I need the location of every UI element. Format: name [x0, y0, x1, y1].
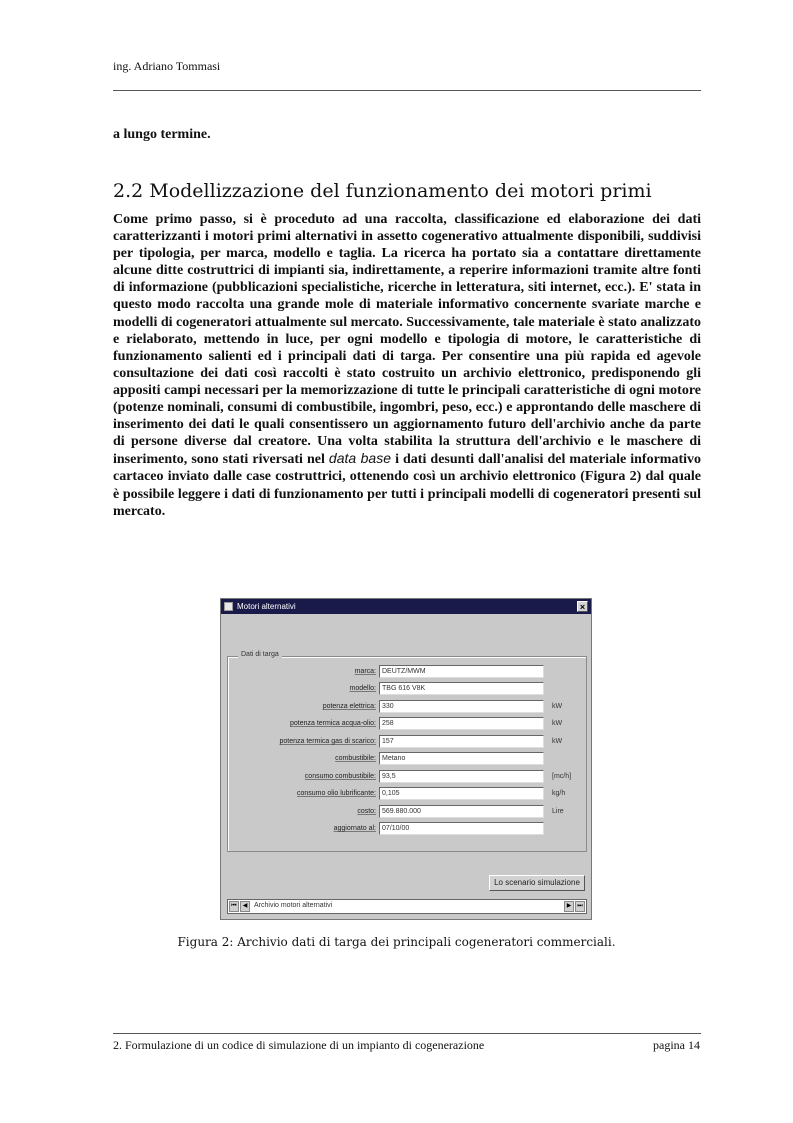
field-unit: kW	[552, 720, 563, 727]
field-unit: kg/h	[552, 790, 566, 797]
previous-record-icon[interactable]: ◀	[240, 901, 250, 912]
simulation-button[interactable]: Lo scenario simulazione	[489, 875, 585, 891]
field-label: potenza elettrica:	[322, 703, 376, 710]
field-unit: kW	[552, 738, 563, 745]
dialog-title-bar	[221, 599, 591, 614]
nameplate-data-group	[227, 651, 587, 852]
first-record-icon[interactable]: ⏮	[229, 901, 239, 912]
cost-input[interactable]: 569.880.000	[379, 805, 544, 818]
field-label: combustibile:	[335, 755, 376, 762]
field-label: potenza termica gas di scarico:	[279, 738, 376, 745]
field-row-updated	[228, 822, 588, 839]
dialog-title: Motori alternativi	[237, 602, 296, 611]
electric-power-input[interactable]: 330	[379, 700, 544, 713]
body-text-part-1: Come primo passo, si è proceduto ad una raccolta, classificazione ed elaborazione dei dati caratterizzanti i motori primi alternativi in assetto cogenerativo attualmente disponibili, suddivisi per tipologia, per marca, modello e taglia. La ricerca ha portato sia a contattare direttamente alcune ditte costruttrici di impianti sia, indirettamente, a reperire informazioni tramite altre fonti di informazione (pubblicazioni specialistiche, ricerche in letteratura, siti internet, ecc.). E' stata in questo modo raccolta una grande mole di materiale informativo concernente svariate marche e modelli di cogeneratori attualmente sul mercato. Successivamente, tale materiale è stato analizzato e rielaborato, mettendo in luce, per ogni modello e tipologia di motore, le caratteristiche di funzionamento salienti ed i principali dati di targa. Per consentire una più rapida ed agevole consultazione dei dati così raccolti è stato costruito un archivio elettronico, predisponendo gli appositi campi necessari per la memorizzazione di tutte le principali caratteristiche di ogni motore (potenze nominali, consumi di combustibile, ingombri, peso, ecc.) e approntando delle maschere di inserimento dei dati le quali consentissero un aggiornamento futuro dell'archivio anche da parte di persone diverse dal creatore. Una volta stabilita la struttura dell'archivio e le maschere di inserimento, sono stati riversati nel	[113, 212, 701, 468]
field-unit: Lire	[552, 808, 564, 815]
app-icon	[224, 602, 233, 611]
field-label: aggiornato al:	[333, 825, 376, 832]
field-row-electric-power	[228, 700, 588, 717]
running-header-author: ing. Adriano Tommasi	[113, 59, 221, 73]
fuel-input[interactable]: Metano	[379, 752, 544, 765]
field-label: consumo combustibile:	[304, 773, 376, 780]
model-input[interactable]: TBG 616 V8K	[379, 682, 544, 695]
section-body	[113, 211, 701, 520]
figure-caption: Figura 2: Archivio dati di targa dei principali cogeneratori commerciali.	[177, 935, 616, 949]
next-record-icon[interactable]: ▶	[564, 901, 574, 912]
field-row-fuel-consumption	[228, 770, 588, 787]
group-label: Dati di targa	[238, 651, 282, 658]
thermal-power-exhaust-input[interactable]: 157	[379, 735, 544, 748]
continued-text: a lungo termine.	[113, 127, 211, 142]
field-row-model	[228, 682, 588, 699]
body-text-part-2: i dati desunti dall'analisi del materiale informativo cartaceo inviato dalle case costruttrici, ottenendo così un archivio elettronico (Figura 2) dal quale è possibile leggere i dati di funzionamento per tutti i principali modelli di cogeneratori presenti sul mercato.	[113, 452, 702, 519]
header-divider	[113, 90, 701, 91]
record-source-label: Archivio motori alternativi	[254, 902, 333, 909]
field-label: modello:	[349, 685, 376, 692]
updated-date-input[interactable]: 07/10/00	[379, 822, 544, 835]
record-navigation-bar	[227, 899, 587, 914]
field-row-thermal-power-water-oil	[228, 717, 588, 734]
field-unit: kW	[552, 703, 563, 710]
field-label: marca:	[354, 668, 376, 675]
brand-input[interactable]: DEUTZ/MWM	[379, 665, 544, 678]
field-row-brand	[228, 665, 588, 682]
last-record-icon[interactable]: ⏭	[575, 901, 585, 912]
close-icon[interactable]: ×	[577, 601, 588, 612]
section-title: 2.2 Modellizzazione del funzionamento dei motori primi	[113, 180, 652, 202]
field-label: potenza termica acqua-olio:	[290, 720, 376, 727]
figure-dialog-window	[220, 598, 592, 920]
field-row-thermal-power-exhaust	[228, 735, 588, 752]
field-row-fuel	[228, 752, 588, 769]
field-label: consumo olio lubrificante:	[297, 790, 376, 797]
field-row-cost	[228, 805, 588, 822]
footer-chapter: 2. Formulazione di un codice di simulazione di un impianto di cogenerazione	[113, 1038, 485, 1052]
field-row-oil-consumption	[228, 787, 588, 804]
fuel-consumption-input[interactable]: 93,5	[379, 770, 544, 783]
footer-page-number: pagina 14	[653, 1038, 700, 1052]
footer-divider	[113, 1033, 701, 1034]
thermal-power-water-oil-input[interactable]: 258	[379, 717, 544, 730]
field-unit: [mc/h]	[552, 773, 572, 780]
italic-term: data base	[328, 450, 391, 467]
oil-consumption-input[interactable]: 0,105	[379, 787, 544, 800]
field-label: costo:	[357, 808, 376, 815]
